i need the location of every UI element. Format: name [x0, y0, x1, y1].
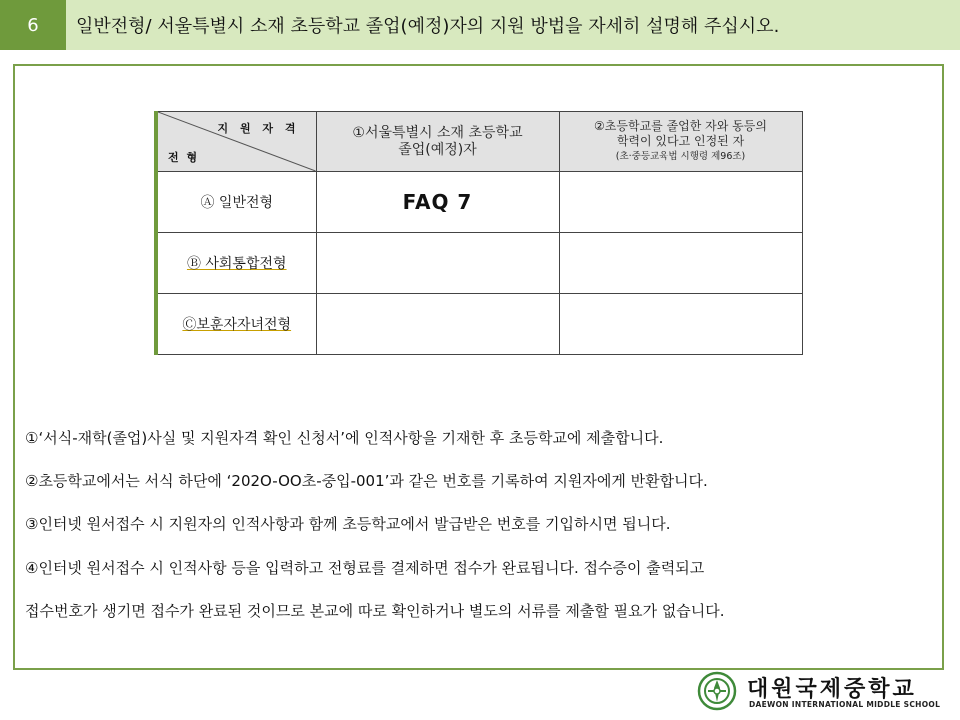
table-row [156, 233, 802, 294]
column-header-line: ②초등학교를 졸업한 자와 동등의 [594, 119, 767, 133]
table-header-row [156, 112, 802, 172]
corner-header-cell [156, 112, 316, 172]
table-row [156, 294, 802, 355]
column-header-note: (초·중등교육법 시행령 제96조) [615, 151, 746, 162]
eligibility-table [154, 111, 803, 355]
instruction-step-3: ③인터넷 원서접수 시 지원자의 인적사항과 함께 초등학교에서 발급받은 번호를 기입하시면 됩니다. [25, 515, 671, 533]
content-panel [13, 64, 944, 670]
school-name: 대원국제중학교 [747, 677, 917, 702]
row-label-text: Ⓑ 사회통합전형 [186, 256, 287, 272]
faq-cell: FAQ 7 [316, 172, 559, 233]
column-header-line: 학력이 있다고 인정된 자 [616, 134, 745, 148]
instruction-step-4-cont: 접수번호가 생기면 접수가 완료된 것이므로 본교에 따로 확인하거나 별도의 서류를 제출할 필요가 없습니다. [25, 602, 725, 620]
table-cell [316, 233, 559, 294]
table-cell [559, 172, 802, 233]
corner-top-label: 지 원 자 격 [217, 122, 300, 135]
school-logo [697, 668, 941, 716]
column-header-line: ①서울특별시 소재 초등학교 [352, 124, 523, 141]
row-label-general: Ⓐ 일반전형 [156, 172, 316, 233]
instruction-step-1: ①‘서식-재학(졸업)사실 및 지원자격 확인 신청서’에 인적사항을 기재한 후 초등학교에 제출합니다. [25, 429, 664, 447]
column-header-seoul-graduate [316, 112, 559, 172]
corner-bottom-label: 전 형 [168, 151, 200, 164]
instruction-step-4: ④인터넷 원서접수 시 인적사항 등을 입력하고 전형료를 결제하면 접수가 완료됩니다. 접수증이 출력되고 [25, 559, 705, 577]
slide-number: 6 [0, 0, 66, 50]
column-header-equivalent [559, 112, 802, 172]
row-label-social-integration [156, 233, 316, 294]
school-emblem-icon [697, 670, 737, 712]
row-label-veterans-children [156, 294, 316, 355]
school-name-english: DAEWON INTERNATIONAL MIDDLE SCHOOL [749, 700, 941, 709]
instruction-step-2: ②초등학교에서는 서식 하단에 ‘202O-OO초-중입-001’과 같은 번호를 기록하여 지원자에게 반환합니다. [25, 472, 708, 490]
table-row [156, 172, 802, 233]
column-header-line: 졸업(예정)자 [398, 141, 477, 158]
table-cell [559, 294, 802, 355]
table-cell [316, 294, 559, 355]
question-title: 일반전형/ 서울특별시 소재 초등학교 졸업(예정)자의 지원 방법을 자세히 설명해 주십시오. [66, 0, 960, 50]
table-cell [559, 233, 802, 294]
row-label-text: Ⓒ보훈자자녀전형 [182, 317, 292, 333]
